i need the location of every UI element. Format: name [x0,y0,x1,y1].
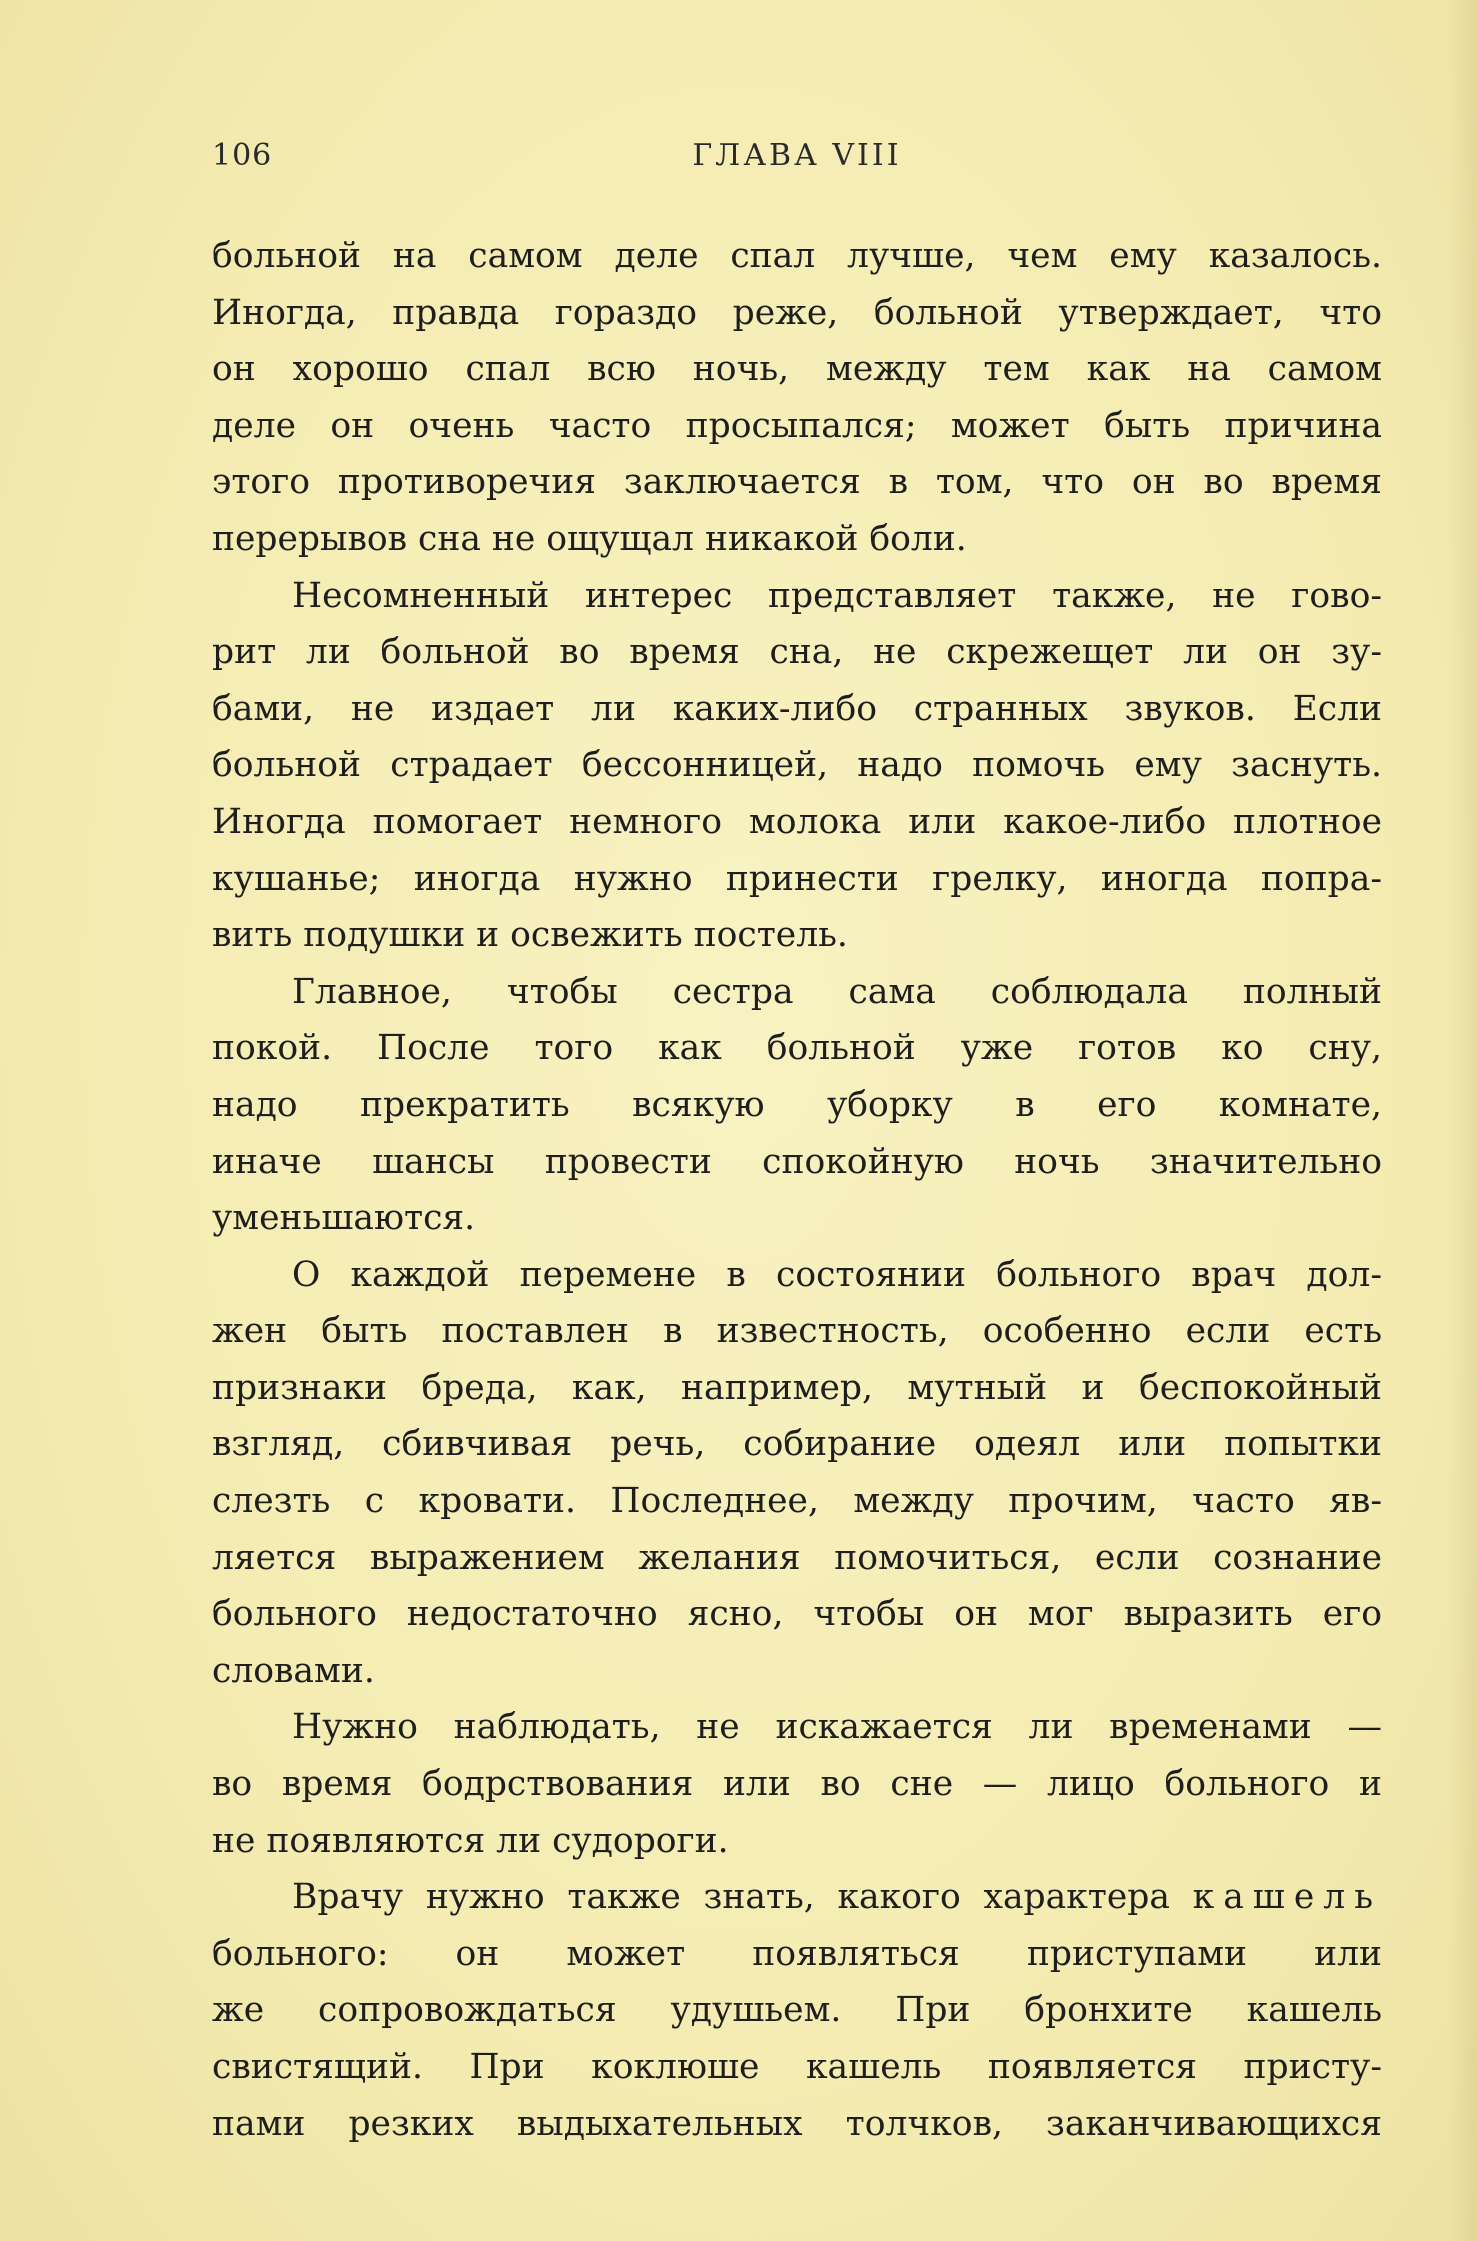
page-number: 106 [212,138,273,173]
text-line: вить подушки и освежить постель. [212,915,848,956]
text-line: словами. [212,1650,375,1691]
text-line: Несомненный интерес представляет также, не гово- [292,575,1382,616]
text-line: же сопровождаться удушьем. При бронхите кашель [212,1990,1382,2031]
text-line: слезть с кровати. Последнее, между прочим, часто яв- [212,1481,1382,1522]
text-line: О каждой перемене в состоянии больного врач дол- [292,1254,1382,1295]
text-line: уменьшаются. [212,1198,476,1239]
text-line: ляется выражением желания помочиться, если сознание [212,1537,1382,1578]
text-line: жен быть поставлен в известность, особенно если есть [212,1311,1382,1352]
text-fragment: Врачу нужно также знать, какого характера [292,1877,1170,1918]
text-line: больного недостаточно ясно, чтобы он мог выразить его [212,1594,1382,1635]
spaced-word: кашель [1192,1877,1382,1918]
page-edge-shadow [1447,0,1477,2241]
text-line: пами резких выдыхательных толчков, заканчивающихся [212,2103,1382,2144]
text-line: больного: он может появляться приступами или [212,1933,1382,1974]
text-line: свистящий. При коклюше кашель появляется присту- [212,2047,1382,2087]
text-line: иначе шансы провести спокойную ночь значительно [212,1141,1382,1182]
text-line: этого противоречия заключается в том, что он во время [212,462,1382,503]
text-line: покой. После того как больной уже готов ко сну, [212,1028,1382,1069]
text-line: деле он очень часто просыпался; может быть причина [212,405,1382,446]
text-line: Нужно наблюдать, не искажается ли временами — [292,1707,1382,1748]
text-line: он хорошо спал всю ночь, между тем как на самом [212,349,1382,390]
page-header [212,138,1382,198]
text-line: во время бодрствования или во сне — лицо больного и [212,1764,1382,1805]
text-line: не появляются ли судороги. [212,1820,729,1861]
text-line: рит ли больной во время сна, не скрежещет ли он зу- [212,632,1382,673]
text-line: признаки бреда, как, например, мутный и беспокойный [212,1367,1382,1408]
text-line: больной страдает бессонницей, надо помочь ему заснуть. [212,745,1382,786]
text-line [212,1869,1382,1926]
text-line: бами, не издает ли каких-либо странных звуков. Если [212,688,1382,729]
text-line: больной на самом деле спал лучше, чем ему казалось. [212,236,1382,276]
text-line: взгляд, сбивчивая речь, собирание одеял или попытки [212,1424,1382,1465]
text-line: надо прекратить всякую уборку в его комнате, [212,1084,1382,1125]
body-text [212,228,1382,2152]
text-line: перерывов сна не ощущал никакой боли. [212,518,967,559]
text-line: кушанье; иногда нужно принести грелку, иногда попра- [212,858,1382,899]
text-line: Иногда помогает немного молока или какое-либо плотное [212,801,1382,842]
text-line: Главное, чтобы сестра сама соблюдала полный [292,971,1382,1012]
text-line: Иногда, правда гораздо реже, больной утверждает, что [212,292,1382,333]
chapter-title: ГЛАВА VIII [692,138,902,173]
